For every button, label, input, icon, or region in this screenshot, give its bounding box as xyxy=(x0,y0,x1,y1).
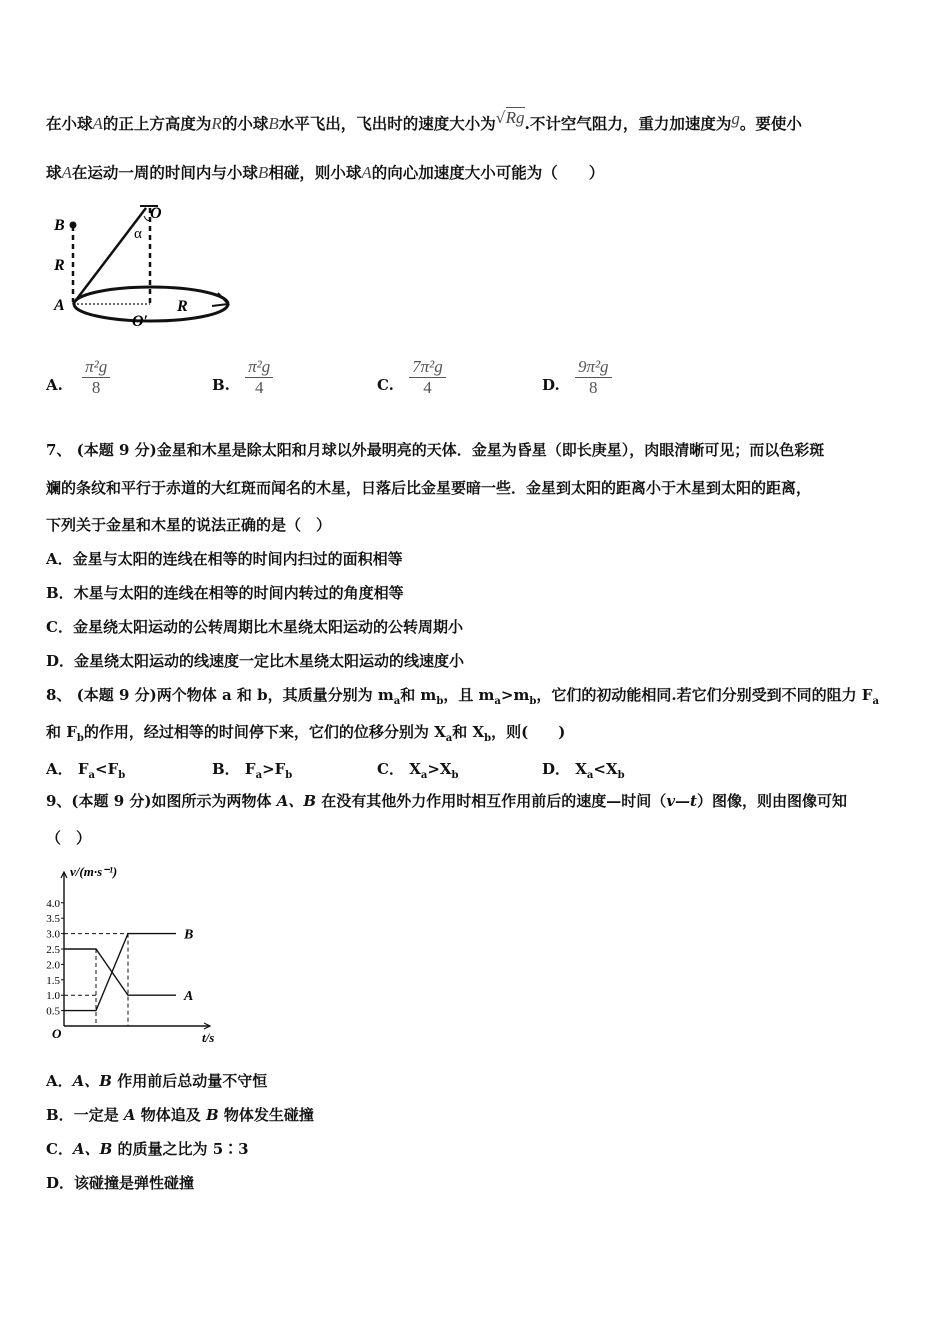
series-line-a xyxy=(64,949,176,995)
q7-option-d[interactable]: D．金星绕太阳运动的线速度一定比木星绕太阳运动的线速度小 xyxy=(46,652,465,670)
label-r: R xyxy=(54,257,65,274)
q8-line-1: 8、 (本题 9 分)两个物体 a 和 b，其质量分别为 $m_a$和 $m_b$，且 $m_a>m_b$，它们的初动能相同.若它们分别受到不同的阻力 $F_a$ xyxy=(46,686,879,707)
series-label-b: B xyxy=(184,927,194,943)
label-b: B xyxy=(54,217,65,234)
chart-axes xyxy=(46,864,214,1044)
label-alpha: α xyxy=(134,226,142,242)
vt-chart xyxy=(42,862,232,1044)
q7-option-a[interactable]: A．金星与太阳的连线在相等的时间内扫过的面积相等 xyxy=(46,550,403,568)
y-tick-label: 2.5 xyxy=(46,944,60,956)
label-r-radius: R xyxy=(177,298,188,315)
y-tick-label: 1.5 xyxy=(46,974,60,987)
chart-marks xyxy=(64,928,193,1011)
q7-line-2: 斓的条纹和平行于赤道的大红斑而闻名的木星，日落后比金星要暗一些．金星到太阳的距离小于木星到太阳的距离， xyxy=(46,479,812,497)
q8-option-c[interactable]: C． $X_a>X_b$ xyxy=(377,760,459,781)
y-axis-label: v/(m·s⁻¹) xyxy=(70,864,118,879)
x-axis-label: t/s xyxy=(202,1030,215,1044)
q6-option-d[interactable]: D. $\frac{\text{9π²g}}{8}$ xyxy=(542,357,612,398)
var-a: A xyxy=(92,114,103,133)
q6-option-b[interactable]: B. $\frac{\text{π²g}}{4}$ xyxy=(212,357,273,398)
q8-option-b[interactable]: B． $F_a>F_b$ xyxy=(212,760,293,781)
y-tick-label: 1.0 xyxy=(46,990,60,1003)
q7-option-b[interactable]: B．木星与太阳的连线在相等的时间内转过的角度相等 xyxy=(46,584,404,602)
ball-b xyxy=(70,222,77,229)
series-line-b xyxy=(64,934,176,1011)
q8-line-2: 和 $F_b$的作用，经过相等的时间停下来，它们的位移分别为 $X_a$和 $X_b$，则( ) xyxy=(46,723,566,744)
var-r: R xyxy=(211,114,222,133)
label-o-prime: O′ xyxy=(132,313,149,330)
var-g: g xyxy=(731,109,740,128)
fraction: $\frac{\text{π²g}}{4}$ xyxy=(245,357,273,398)
label-o: O xyxy=(150,205,162,222)
q6-option-c[interactable]: C. $\frac{\text{7π²g}}{4}$ xyxy=(377,357,446,398)
q9-line-1: 9、(本题 9 分)如图所示为两物体 A、B 在没有其他外力作用时相互作用前后的速度—时间（v—t）图像，则由图像可知 xyxy=(46,792,847,810)
q9-option-b[interactable]: B．一定是 A 物体追及 B 物体发生碰撞 xyxy=(46,1106,314,1124)
q9-option-c[interactable]: C．A、B 的质量之比为 5∶3 xyxy=(46,1140,249,1158)
q6-figure xyxy=(46,198,236,330)
q6-line-2: 球A在运动一周的时间内与小球B相碰，则小球A的向心加速度大小可能为（ ） xyxy=(46,163,605,182)
q7-line-3: 下列关于金星和木星的说法正确的是（ ） xyxy=(46,516,332,534)
sqrt-rg: √Rg xyxy=(495,108,525,127)
y-tick-label: 3.5 xyxy=(46,913,60,926)
fraction: $\frac{\text{9π²g}}{8}$ xyxy=(575,357,612,398)
y-tick-label: 4.0 xyxy=(46,897,60,910)
fraction: $\frac{\text{7π²g}}{4}$ xyxy=(409,357,446,398)
q9-option-d[interactable]: D．该碰撞是弹性碰撞 xyxy=(46,1174,195,1192)
y-tick-label: 0.5 xyxy=(46,1005,60,1018)
q6-line-1: 在小球A的正上方高度为R的小球B水平飞出，飞出时的速度大小为√Rg.不计空气阻力，重力加速度为g。要使小 xyxy=(46,108,802,133)
q6-option-a[interactable]: A. $\frac{\text{π²g}}{8}$ xyxy=(46,357,110,398)
q7-line-1: 7、 (本题 9 分)金星和木星是除太阳和月球以外最明亮的天体．金星为昏星（即长庚星），肉眼清晰可见；而以色彩斑 xyxy=(46,441,825,459)
q8-option-a[interactable]: A． $F_a<F_b$ xyxy=(46,760,126,781)
q9-option-a[interactable]: A．A、B 作用前后总动量不守恒 xyxy=(46,1072,268,1090)
q9-line-2: （ ） xyxy=(46,829,92,847)
var-b: B xyxy=(268,114,279,133)
label-a: A xyxy=(54,297,65,314)
y-tick-label: 3.0 xyxy=(46,928,60,941)
origin-label: O xyxy=(52,1026,62,1041)
fraction: $\frac{\text{π²g}}{8}$ xyxy=(82,357,110,398)
y-tick-label: 2.0 xyxy=(46,959,60,972)
q7-option-c[interactable]: C．金星绕太阳运动的公转周期比木星绕太阳运动的公转周期小 xyxy=(46,618,463,636)
q8-option-d[interactable]: D． $X_a<X_b$ xyxy=(542,760,625,781)
series-label-a: A xyxy=(184,989,194,1005)
